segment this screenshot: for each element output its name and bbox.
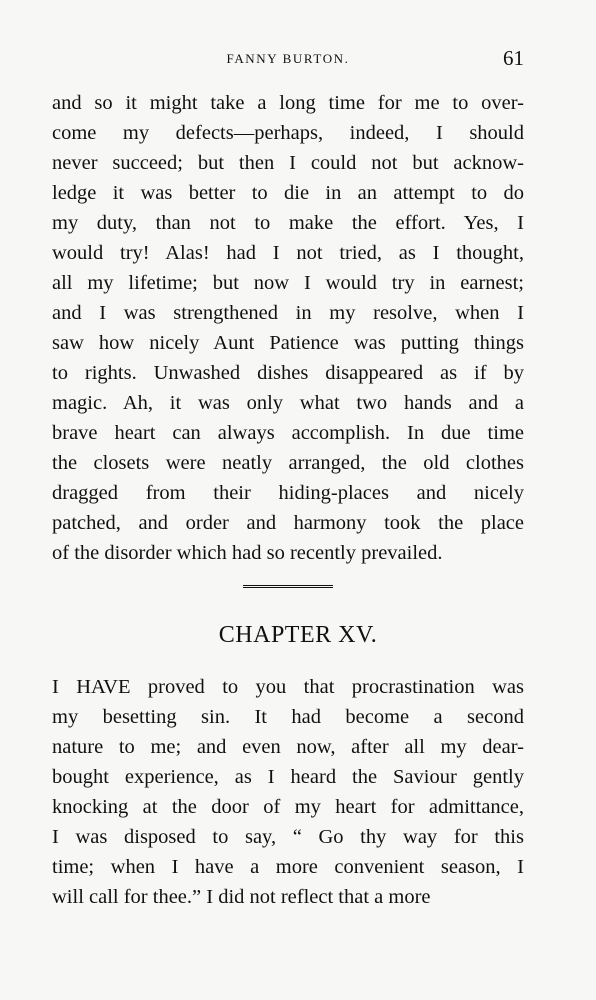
paragraph-continued: [52, 88, 524, 568]
running-title: FANNY BURTON.: [226, 51, 350, 66]
text-line: time; when I have a more convenient season, I: [52, 856, 524, 878]
text-line: my besetting sin. It had become a second: [52, 706, 524, 728]
text-line: nature to me; and even now, after all my dear-: [52, 736, 524, 758]
page-number: 61: [503, 46, 524, 70]
text-line: to rights. Unwashed dishes disappeared as if by: [52, 362, 524, 384]
text-line: my duty, than not to make the effort. Yes, I: [52, 212, 524, 234]
text-line: I HAVE proved to you that procrastination was: [52, 676, 524, 698]
text-line: never succeed; but then I could not but acknow-: [52, 152, 524, 174]
text-line: dragged from their hiding-places and nicely: [52, 482, 524, 504]
text-line: I was disposed to say, “ Go thy way for this: [52, 826, 524, 848]
chapter-opening-paragraph: [52, 672, 524, 912]
chapter-heading: CHAPTER XV.: [218, 622, 378, 648]
text-line: saw how nicely Aunt Patience was putting things: [52, 332, 524, 354]
chapter-divider-rule: [243, 585, 333, 588]
text-line: of the disorder which had so recently prevailed.: [52, 542, 443, 564]
running-head: [52, 48, 524, 70]
text-line: would try! Alas! had I not tried, as I thought,: [52, 242, 524, 264]
text-line: all my lifetime; but now I would try in earnest;: [52, 272, 524, 294]
text-line: bought experience, as I heard the Saviour gently: [52, 766, 524, 788]
text-line: knocking at the door of my heart for admittance,: [52, 796, 524, 818]
text-line: the closets were neatly arranged, the old clothes: [52, 452, 524, 474]
text-line: come my defects—perhaps, indeed, I should: [52, 122, 524, 144]
text-line: and so it might take a long time for me to over-: [52, 92, 524, 114]
text-line: brave heart can always accomplish. In due time: [52, 422, 524, 444]
text-line: and I was strengthened in my resolve, when I: [52, 302, 524, 324]
text-line: patched, and order and harmony took the place: [52, 512, 524, 534]
text-line: magic. Ah, it was only what two hands and a: [52, 392, 524, 414]
text-line: ledge it was better to die in an attempt to do: [52, 182, 524, 204]
text-line: will call for thee.” I did not reflect that a more: [52, 886, 431, 908]
